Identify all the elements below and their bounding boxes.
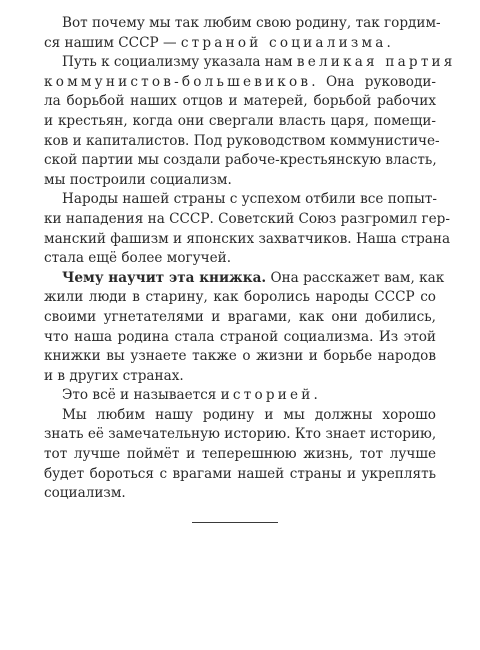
paragraph [44, 406, 436, 504]
text-line [44, 269, 445, 289]
text-run: манский фашизм и японских захватчиков. Наша страна [44, 230, 451, 247]
text-run: . [386, 34, 391, 51]
text-run: ской партии мы создали рабоче-крестьянскую власть, [44, 152, 437, 169]
text-run: Путь к социализму указала нам [62, 54, 297, 71]
text-line [44, 367, 436, 387]
text-line [44, 484, 436, 504]
text-line [44, 112, 436, 132]
text-run: ки нападения на СССР. Советский Союз разгромил гер- [44, 210, 450, 227]
text-run: . Она руководи- [311, 73, 436, 90]
text-line [44, 73, 436, 93]
paragraph [44, 14, 441, 53]
text-run: знать её замечательную историю. Кто знает историю, [44, 426, 437, 443]
text-run: ков и капиталистов. Под руководством коммунистиче- [44, 132, 440, 149]
text-line [44, 34, 436, 54]
text-run: Народы нашей страны с успехом отбили все попыт- [62, 191, 437, 208]
text-line [44, 230, 451, 250]
paragraph [44, 190, 451, 268]
text-line [44, 288, 436, 308]
text-line [44, 328, 436, 348]
text-run: будет бороться с врагами нашей страны и укреплять [44, 465, 436, 482]
text-run: ла борьбой наших отцов и матерей, борьбой рабочих [44, 93, 436, 110]
text-line [44, 132, 440, 152]
text-line [44, 210, 450, 230]
text-run: и крестьян, когда они свергали власть царя, помещи- [44, 112, 436, 129]
spaced-emphasis-text: страной социализма [180, 34, 387, 51]
paragraph [44, 386, 436, 406]
text-line [44, 465, 436, 485]
text-line [44, 249, 436, 269]
text-line [44, 347, 436, 367]
bold-heading-text: Чему научит эта книжка. [62, 269, 267, 286]
text-run: мы построили социализм. [44, 171, 232, 188]
text-line [44, 445, 436, 465]
text-run: стала ещё более могучей. [44, 250, 232, 267]
text-line [44, 14, 441, 34]
paragraph [44, 269, 445, 387]
text-run: что наша родина стала страной социализма. Из этой [44, 328, 436, 345]
text-run: Мы любим нашу родину и мы должны хорошо [62, 406, 436, 423]
text-run: ся нашим СССР — [44, 34, 181, 51]
text-run: тот лучше поймёт и теперешнюю жизнь, тот лучше [44, 446, 436, 463]
text-run: Это всё и называется [62, 387, 221, 404]
text-line [44, 92, 436, 112]
paragraph [44, 53, 456, 190]
text-line [44, 190, 436, 210]
text-run: . [313, 387, 318, 404]
text-line [44, 406, 436, 426]
text-run: жили люди в старину, как боролись народы СССР со [44, 289, 436, 306]
text-run: Она расскажет вам, как [266, 269, 445, 286]
text-line [44, 425, 436, 445]
text-run: и в других странах. [44, 367, 184, 384]
text-line [44, 308, 436, 328]
spaced-emphasis-text: историей [220, 387, 314, 404]
text-run: Вот почему мы так любим свою родину, так гордим- [62, 15, 441, 31]
text-run: книжки вы узнаете также о жизни и борьбе народов [44, 348, 436, 365]
text-run: социализм. [44, 485, 126, 502]
spaced-emphasis-text: великая партия [296, 54, 456, 71]
text-line [44, 151, 436, 171]
text-line [44, 171, 436, 191]
book-page-text [44, 14, 456, 504]
section-divider-rule [192, 522, 278, 523]
text-line [44, 53, 456, 73]
spaced-emphasis-text: коммунистов-большевиков [44, 73, 312, 90]
text-run: своими угнетателями и врагами, как они добились, [44, 308, 436, 325]
text-line [44, 386, 436, 406]
